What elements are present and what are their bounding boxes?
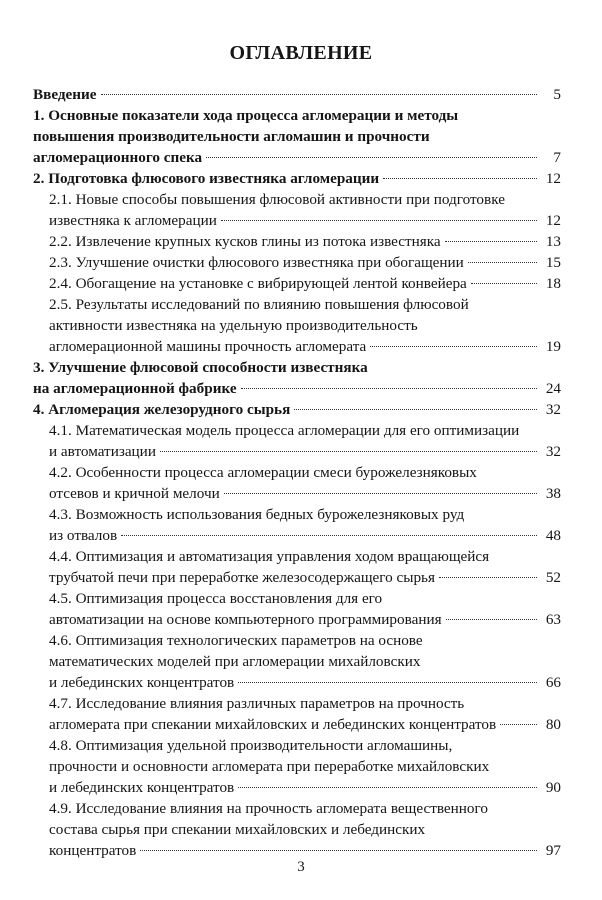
toc-section-entry [33, 294, 561, 357]
toc-page-number: 24 [545, 380, 561, 397]
toc-section-entry [33, 798, 561, 861]
toc-entry-last-line [33, 84, 561, 105]
dot-leader [140, 850, 537, 851]
toc-entry-text: 4.5. Оптимизация процесса восстановления для его [49, 590, 383, 607]
dot-leader [294, 409, 537, 410]
dot-leader [500, 724, 537, 725]
toc-entry-text: 2. Подготовка флюсового известняка агломерации [33, 170, 380, 187]
toc-entry-text: агломерационной машины прочность агломерата [49, 338, 367, 355]
toc-section-entry [33, 420, 561, 462]
toc-entry-text: и лебединских концентратов [49, 674, 235, 691]
toc-section-entry [33, 588, 561, 630]
toc-page-number: 18 [545, 275, 561, 292]
toc-entry-text: 4. Агломерация железорудного сырья [33, 401, 291, 418]
toc-entry-last-line [33, 168, 561, 189]
dot-leader [241, 388, 537, 389]
toc-entry-text: 2.4. Обогащение на установке с вибрирующей лентой конвейера [49, 275, 467, 292]
dot-leader [101, 94, 537, 95]
toc-page-number: 66 [545, 674, 561, 691]
toc-entry-last-line [49, 525, 561, 546]
dot-leader [238, 787, 537, 788]
toc-entry-text: прочности и основности агломерата при переработке михайловских [49, 758, 490, 775]
toc-section-entry [33, 546, 561, 588]
dot-leader [221, 220, 537, 221]
toc-entry-text: автоматизации на основе компьютерного программирования [49, 611, 442, 628]
toc-entry-last-line [49, 231, 561, 252]
toc-entry-last-line [49, 483, 561, 504]
toc-entry-text: Введение [33, 86, 97, 103]
toc-section-entry [33, 504, 561, 546]
page-number: 3 [297, 859, 305, 875]
toc-chapter-entry [33, 84, 561, 105]
dot-leader [224, 493, 537, 494]
toc-chapter-entry [33, 399, 561, 420]
toc-chapter-entry [33, 168, 561, 189]
toc-entry-last-line [33, 399, 561, 420]
toc-page-number: 32 [545, 443, 561, 460]
toc-section-entry [33, 693, 561, 735]
toc-entry-text: агломерационного спека [33, 149, 203, 166]
toc-entry-text: 4.1. Математическая модель процесса агломерации для его оптимизации [49, 422, 520, 439]
toc-entry-last-line [49, 672, 561, 693]
toc-entry-text: 2.2. Извлечение крупных кусков глины из потока известняка [49, 233, 441, 250]
page-title: ОГЛАВЛЕНИЕ [229, 42, 373, 64]
toc-entry-text: трубчатой печи при переработке железосодержащего сырья [49, 569, 435, 586]
toc-entry-last-line [49, 567, 561, 588]
dot-leader [468, 262, 537, 263]
toc-section-entry [33, 252, 561, 273]
toc-entry-text: 2.5. Результаты исследований по влиянию повышения флюсовой [49, 296, 469, 313]
toc-entry-text: на агломерационной фабрике [33, 380, 237, 397]
toc-entry-text: повышения производительности агломашин и прочности [33, 128, 430, 145]
toc-entry-text: из отвалов [49, 527, 118, 544]
toc-chapter-entry [33, 357, 561, 399]
dot-leader [370, 346, 537, 347]
dot-leader [121, 535, 537, 536]
toc-entry-text: концентратов [49, 842, 137, 859]
toc-entry-last-line [49, 336, 561, 357]
toc-entry-last-line [49, 210, 561, 231]
table-of-contents [33, 84, 561, 861]
toc-entry-text: активности известняка на удельную производительность [49, 317, 418, 334]
toc-entry-last-line [49, 777, 561, 798]
toc-entry-text: математических моделей при агломерации михайловских [49, 653, 421, 670]
toc-entry-text: агломерата при спекании михайловских и лебединских концентратов [49, 716, 497, 733]
toc-section-entry [33, 462, 561, 504]
toc-page-number: 90 [545, 779, 561, 796]
toc-page-number: 48 [545, 527, 561, 544]
toc-section-entry [33, 273, 561, 294]
toc-entry-text: 4.3. Возможность использования бедных бурожелезняковых руд [49, 506, 465, 523]
dot-leader [206, 157, 537, 158]
toc-entry-last-line [33, 378, 561, 399]
toc-section-entry [33, 189, 561, 231]
toc-page-number: 63 [545, 611, 561, 628]
dot-leader [383, 178, 537, 179]
toc-section-entry [33, 735, 561, 798]
toc-chapter-entry [33, 105, 561, 168]
dot-leader [160, 451, 537, 452]
toc-page-number: 19 [545, 338, 561, 355]
toc-entry-last-line [49, 609, 561, 630]
toc-page-number: 12 [545, 170, 561, 187]
toc-entry-last-line [49, 441, 561, 462]
toc-entry-text: 4.6. Оптимизация технологических параметров на основе [49, 632, 423, 649]
toc-entry-last-line [49, 840, 561, 861]
toc-entry-text: 2.1. Новые способы повышения флюсовой активности при подготовке [49, 191, 505, 208]
toc-page-number: 5 [553, 86, 561, 103]
toc-entry-text: 4.9. Исследование влияния на прочность агломерата вещественного [49, 800, 488, 817]
toc-page-number: 12 [545, 212, 561, 229]
toc-entry-last-line [49, 252, 561, 273]
toc-page-number: 38 [545, 485, 561, 502]
dot-leader [445, 241, 537, 242]
toc-page-number: 7 [553, 149, 561, 166]
toc-entry-last-line [33, 147, 561, 168]
dot-leader [439, 577, 537, 578]
toc-entry-text: 2.3. Улучшение очистки флюсового известняка при обогащении [49, 254, 464, 271]
toc-page-number: 52 [545, 569, 561, 586]
dot-leader [446, 619, 537, 620]
toc-entry-text: 4.2. Особенности процесса агломерации смеси бурожелезняковых [49, 464, 477, 481]
toc-entry-text: и автоматизации [49, 443, 156, 460]
toc-entry-text: известняка к агломерации [49, 212, 217, 229]
toc-page-number: 15 [545, 254, 561, 271]
toc-entry-text: 4.7. Исследование влияния различных параметров на прочность [49, 695, 465, 712]
toc-entry-text: 3. Улучшение флюсовой способности известняка [33, 359, 368, 376]
toc-section-entry [33, 630, 561, 693]
dot-leader [238, 682, 537, 683]
toc-entry-text: и лебединских концентратов [49, 779, 235, 796]
toc-entry-text: 4.8. Оптимизация удельной производительности агломашины, [49, 737, 453, 754]
toc-entry-text: 1. Основные показатели хода процесса агломерации и методы [33, 107, 459, 124]
toc-entry-last-line [49, 273, 561, 294]
toc-section-entry [33, 231, 561, 252]
toc-page-number: 97 [545, 842, 561, 859]
toc-entry-last-line [49, 714, 561, 735]
toc-page-number: 13 [545, 233, 561, 250]
dot-leader [471, 283, 537, 284]
toc-entry-text: отсевов и кричной мелочи [49, 485, 220, 502]
toc-page-number: 80 [545, 716, 561, 733]
toc-page-number: 32 [545, 401, 561, 418]
toc-entry-text: состава сырья при спекании михайловских и лебединских [49, 821, 426, 838]
toc-entry-text: 4.4. Оптимизация и автоматизация управления ходом вращающейся [49, 548, 490, 565]
